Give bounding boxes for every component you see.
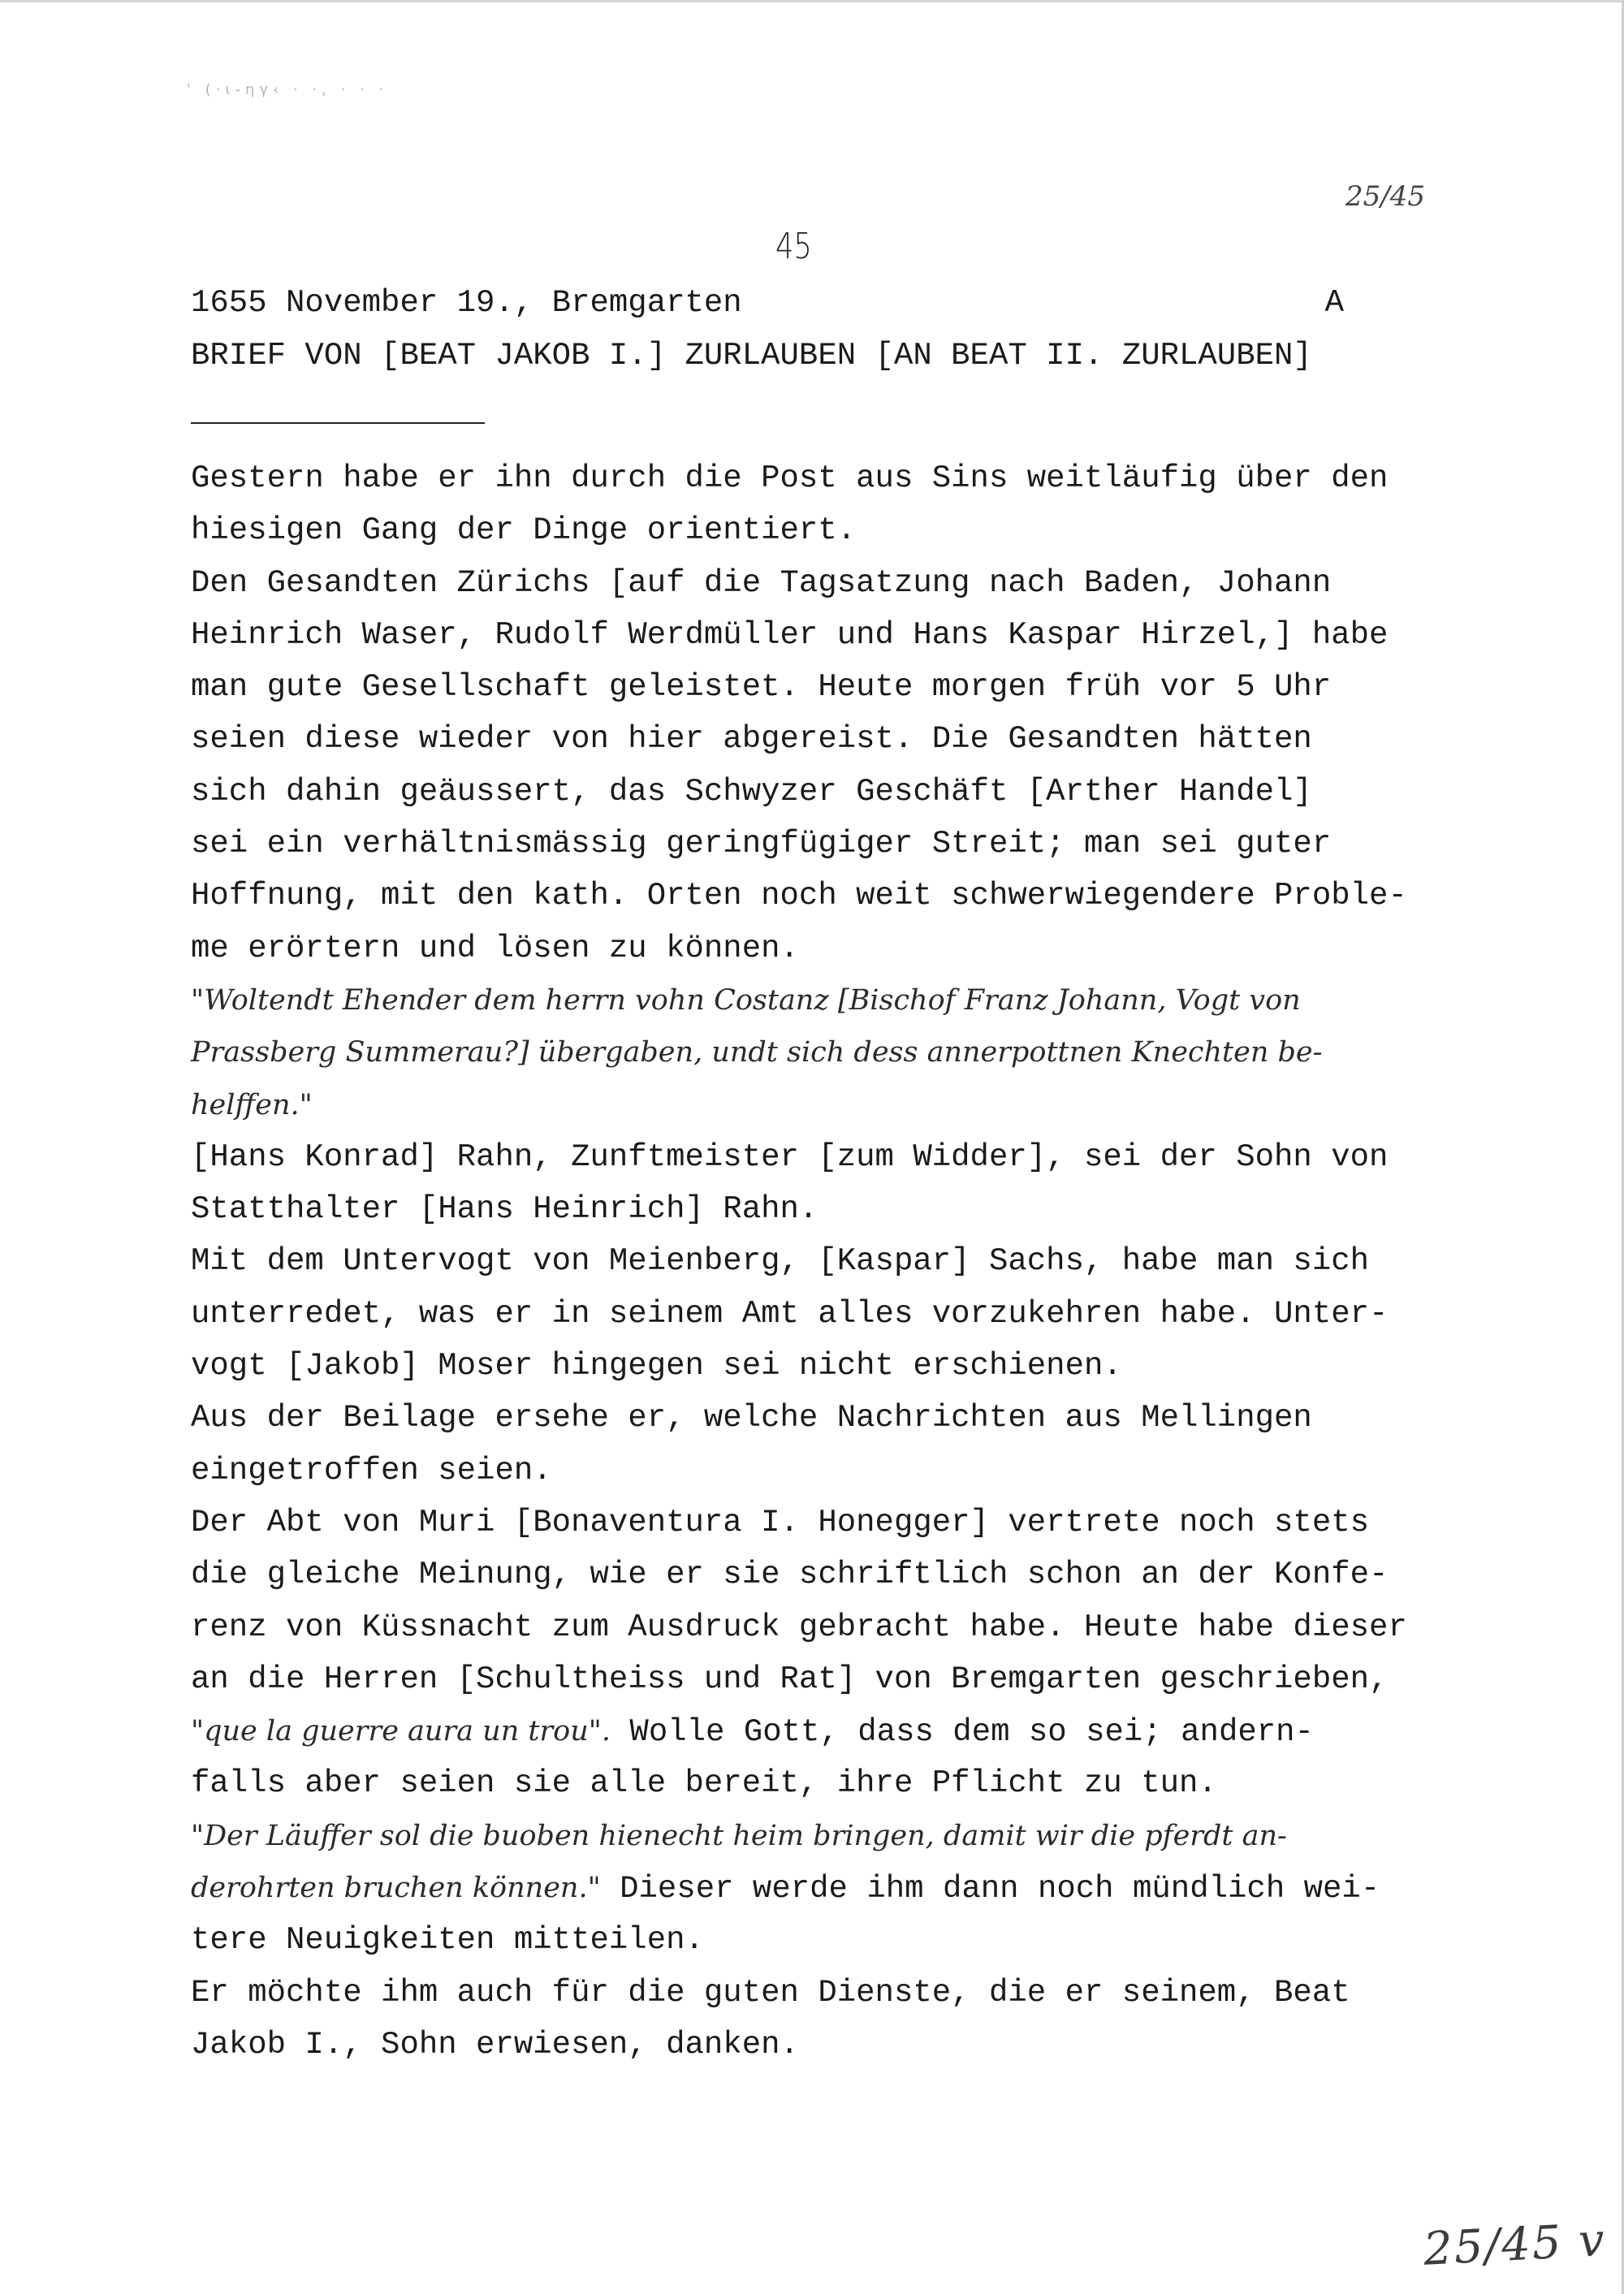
body-line: Den Gesandten Zürichs [auf die Tagsatzung nach Baden, Johann — [191, 564, 1332, 601]
text-segment: Wolle Gott, dass dem so sei; andern- — [611, 1714, 1314, 1751]
quote-line: helffen." — [191, 1088, 313, 1121]
quote-line: "Woltendt Ehender dem herrn vohn Costanz [Bischof Franz Johann, Vogt von — [191, 983, 1301, 1017]
body-line: vogt [Jakob] Moser hingegen sei nicht erschienen. — [191, 1348, 1122, 1385]
body-line: Er möchte ihm auch für die guten Dienste, die er seinem, Beat — [191, 1974, 1350, 2011]
date-place-line: 1655 November 19., Bremgarten — [191, 285, 742, 321]
text-segment: Dieser werde ihm dann noch mündlich wei- — [600, 1871, 1380, 1907]
body-line: Statthalter [Hans Heinrich] Rahn. — [191, 1191, 818, 1228]
version-mark: A — [1324, 285, 1344, 321]
body-line: Hoffnung, mit den kath. Orten noch weit schwerwiegendere Proble- — [191, 878, 1407, 914]
body-line: [Hans Konrad] Rahn, Zunftmeister [zum Widder], sei der Sohn von — [191, 1138, 1389, 1175]
quote-segment: "que la guerre aura un trou". — [191, 1715, 611, 1748]
body-line: sich dahin geäussert, das Schwyzer Geschäft [Arther Handel] — [191, 773, 1312, 810]
body-text — [191, 452, 1458, 2071]
faint-stamp-mark: ' (·ι-ηγ‹ · ·, · · · — [187, 81, 389, 98]
quote-line: "Der Läuffer sol die buoben hienecht heim bringen, damit wir die pferdt an- — [191, 1819, 1287, 1852]
document-number: 45 — [775, 226, 812, 267]
body-line: tere Neuigkeiten mitteilen. — [191, 1922, 704, 1959]
body-line: eingetroffen seien. — [191, 1452, 552, 1488]
body-line: Der Abt von Muri [Bonaventura I. Honegger] vertrete noch stets — [191, 1504, 1370, 1540]
body-line: die gleiche Meinung, wie er sie schriftlich schon an der Konfe- — [191, 1557, 1389, 1593]
body-line: Heinrich Waser, Rudolf Werdmüller und Hans Kaspar Hirzel,] habe — [191, 616, 1389, 653]
document-title: BRIEF VON [BEAT JAKOB I.] ZURLAUBEN [AN BEAT II. ZURLAUBEN] — [191, 338, 1312, 374]
body-line: falls aber seien sie alle bereit, ihre Pflicht zu tun. — [191, 1765, 1217, 1802]
body-line: an die Herren [Schultheiss und Rat] von Bremgarten geschrieben, — [191, 1661, 1389, 1697]
body-line: Jakob I., Sohn erwiesen, danken. — [191, 2026, 799, 2063]
body-line: man gute Gesellschaft geleistet. Heute morgen früh vor 5 Uhr — [191, 669, 1332, 706]
body-line: me erörtern und lösen zu können. — [191, 930, 799, 966]
body-line: Mit dem Untervogt von Meienberg, [Kaspar] Sachs, habe man sich — [191, 1243, 1370, 1280]
body-line: Gestern habe er ihn durch die Post aus Sins weitläufig über den — [191, 460, 1389, 496]
quote-line: Prassberg Summerau?] übergaben, undt sich dess annerpottnen Knechten be- — [191, 1036, 1323, 1069]
title-divider — [191, 422, 485, 424]
body-line: Aus der Beilage ersehe er, welche Nachrichten aus Mellingen — [191, 1400, 1312, 1436]
body-line-mixed — [191, 1705, 1458, 1757]
body-line: renz von Küssnacht zum Ausdruck gebracht habe. Heute habe dieser — [191, 1609, 1407, 1645]
body-line: seien diese wieder von hier abgereist. Die Gesandten hätten — [191, 721, 1312, 758]
body-line: hiesigen Gang der Dinge orientiert. — [191, 512, 857, 549]
body-line: unterredet, was er in seinem Amt alles vorzukehren habe. Unter- — [191, 1295, 1389, 1332]
handwritten-folio-mark: 25/45 v — [1422, 2214, 1608, 2276]
scan-edge-top — [0, 0, 1624, 2]
quote-segment: derohrten bruchen können." — [191, 1872, 601, 1905]
body-line: sei ein verhältnismässig geringfügiger Streit; man sei guter — [191, 826, 1332, 862]
folio-number: 25/45 — [1345, 180, 1425, 213]
body-line-mixed — [191, 1862, 1458, 1914]
